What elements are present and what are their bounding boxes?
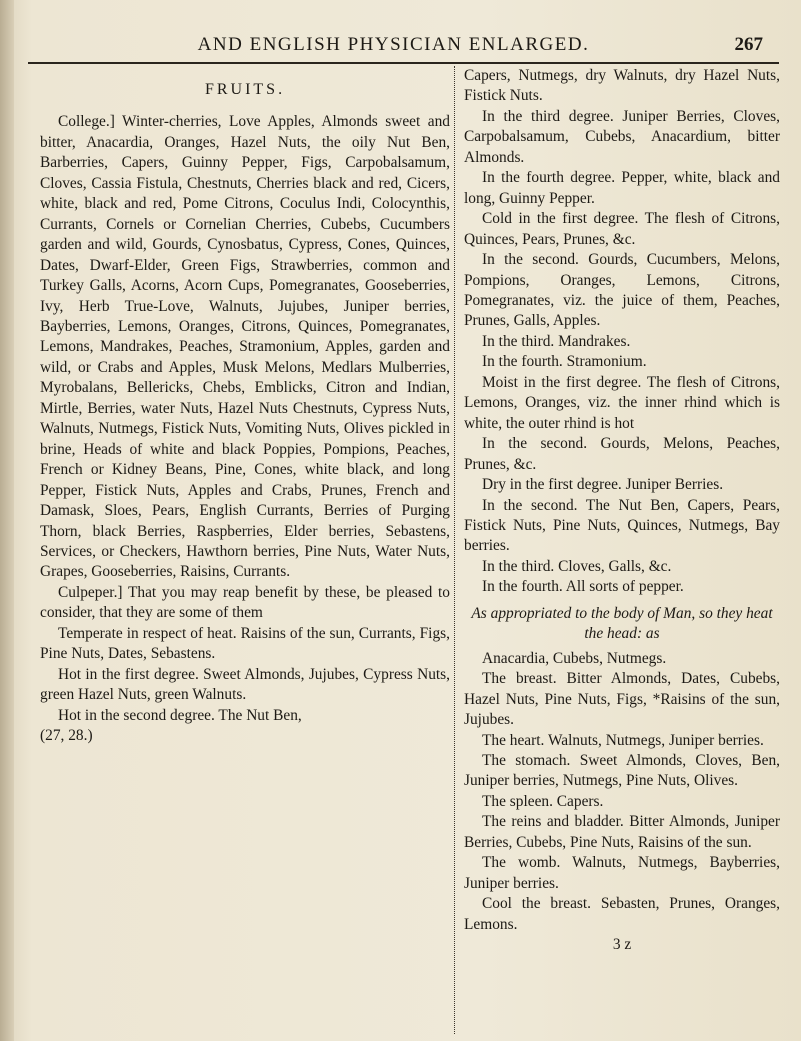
signature-mark: 3 z — [612, 936, 632, 954]
right-paragraph: In the third. Mandrakes. — [482, 332, 631, 350]
page-gutter — [0, 0, 14, 1041]
organ-paragraph: The stomach. Sweet Almonds, Cloves, Ben, Juniper berries, Nutmegs, Pine Nuts, Olives. — [464, 751, 780, 790]
organ-paragraph: The womb. Walnuts, Nutmegs, Bayberries, Juniper berries. — [464, 854, 780, 892]
organ-paragraph: The breast. Bitter Almonds, Dates, Cubebs, Hazel Nuts, Pine Nuts, Figs, *Raisins of the sun, Jujubes. — [464, 670, 780, 729]
appropriated-heading: As appropriated to the body of Man, so they heat the head: as — [471, 604, 773, 643]
temperate-paragraph: Temperate in respect of heat. Raisins of the sun, Currants, Figs, Pine Nuts, Dates, Sebastens. — [40, 624, 450, 663]
right-paragraph: Cold in the first degree. The flesh of Citrons, Quinces, Pears, Prunes, &c. — [464, 210, 780, 248]
running-title: AND ENGLISH PHYSICIAN ENLARGED. — [197, 34, 590, 55]
right-paragraph: Moist in the first degree. The flesh of Citrons, Lemons, Oranges, viz. the inner rhind which is white, the outer rhind is hot — [464, 373, 780, 432]
page-header — [26, 30, 781, 64]
organ-paragraph: The reins and bladder. Bitter Almonds, Juniper Berries, Cubebs, Pine Nuts, Raisins of the sun. — [464, 813, 780, 851]
culpeper-paragraph: Culpeper.] That you may reap benefit by these, be pleased to consider, that they are some of them — [40, 583, 450, 622]
right-paragraph: In the fourth degree. Pepper, white, black and long, Guinny Pepper. — [464, 169, 780, 207]
right-paragraph: In the fourth. All sorts of pepper. — [482, 578, 684, 596]
left-column — [40, 66, 450, 747]
college-paragraph: College.] Winter-cherries, Love Apples, Almonds sweet and bitter, Anacardia, Oranges, Hazel Nuts, the oily Nut Ben, Barberries, Capers, Guinny Pepper, Figs, Carpobalsamum, Cloves, Cassia Fistula, Chestnuts, Cherries black and red, Cicers, white, black and red, Pome Citrons, Coculus Indi, Colocynthis, Currants, Cornels or Cornelian Cherries, Cubebs, Cucumbers garden and wild, Gourds, Cynosbatus, Cypress, Cones, Quinces, Dates, Dwarf-Elder, Green Figs, Strawberries, common and Turkey Galls, Acorns, Acorn Cups, Pomegranates, Gooseberries, Ivy, Herb True-Love, Walnuts, Jujubes, Juniper berries, Bayberries, Lemons, Oranges, Citrons, Quinces, Pomegranates, Lemons, Mandrakes, Peaches, Stramonium, Apples, garden and wild, or Crabs and Apples, Musk Melons, Medlars Mulberries, Myrobalans, Bellericks, Chebs, Emblicks, Citron and Indian, Mirtle, Berries, water Nuts, Hazel Nuts Chestnuts, Cypress Nuts, Walnuts, Nutmegs, Fistick Nuts, Vomiting Nuts, Olives pickled in brine, Heads of white and black Poppies, Pompions, Peaches, French or Kidney Beans, Pine, Cones, white black, and long Pepper, Fistick Nuts, Apples and Crabs, Prunes, French and Damask, Sloes, Pears, English Currants, Berries of Purging Thorn, black Berries, Raspberries, Elder berries, Sebastens, Services, or Checkers, Hawthorn berries, Pine Nuts, Water Nuts, Grapes, Gooseberries, Raisins, Currants. — [40, 113, 450, 581]
right-paragraph: In the third. Cloves, Galls, &c. — [482, 557, 672, 575]
organ-paragraph: Cool the breast. Sebasten, Prunes, Oranges, Lemons. — [464, 895, 780, 933]
hot-first-degree-paragraph: Hot in the first degree. Sweet Almonds, Jujubes, Cypress Nuts, green Hazel Nuts, green Walnuts. — [40, 665, 450, 704]
organ-paragraph: Anacardia, Cubebs, Nutmegs. — [482, 649, 667, 667]
right-paragraph: In the third degree. Juniper Berries, Cloves, Carpobalsamum, Cubebs, Anacardium, bitter Almonds. — [464, 107, 780, 166]
sheet-signature: (27, 28.) — [40, 727, 93, 745]
right-paragraph: In the second. Gourds, Cucumbers, Melons, Pompions, Oranges, Lemons, Citrons, Pomegranates, viz. the juice of them, Peaches, Prunes, Galls, Apples. — [464, 251, 780, 330]
right-column — [464, 66, 780, 955]
page-number: 267 — [734, 34, 763, 55]
column-divider — [454, 66, 455, 1034]
header-rule — [28, 62, 779, 64]
right-paragraph: In the second. Gourds, Melons, Peaches, Prunes, &c. — [464, 435, 780, 473]
right-paragraph: Dry in the first degree. Juniper Berries. — [482, 476, 724, 494]
organ-paragraph: The spleen. Capers. — [482, 792, 604, 810]
right-paragraph: Capers, Nutmegs, dry Walnuts, dry Hazel Nuts, Fistick Nuts. — [464, 67, 780, 105]
section-heading: FRUITS. — [204, 81, 286, 98]
organ-paragraph: The heart. Walnuts, Nutmegs, Juniper berries. — [482, 731, 764, 749]
right-paragraph: In the fourth. Stramonium. — [482, 353, 647, 371]
right-paragraph: In the second. The Nut Ben, Capers, Pears, Fistick Nuts, Pine Nuts, Quinces, Nutmegs, Bay berries. — [464, 496, 780, 555]
hot-second-degree-paragraph: Hot in the second degree. The Nut Ben, — [58, 706, 302, 724]
